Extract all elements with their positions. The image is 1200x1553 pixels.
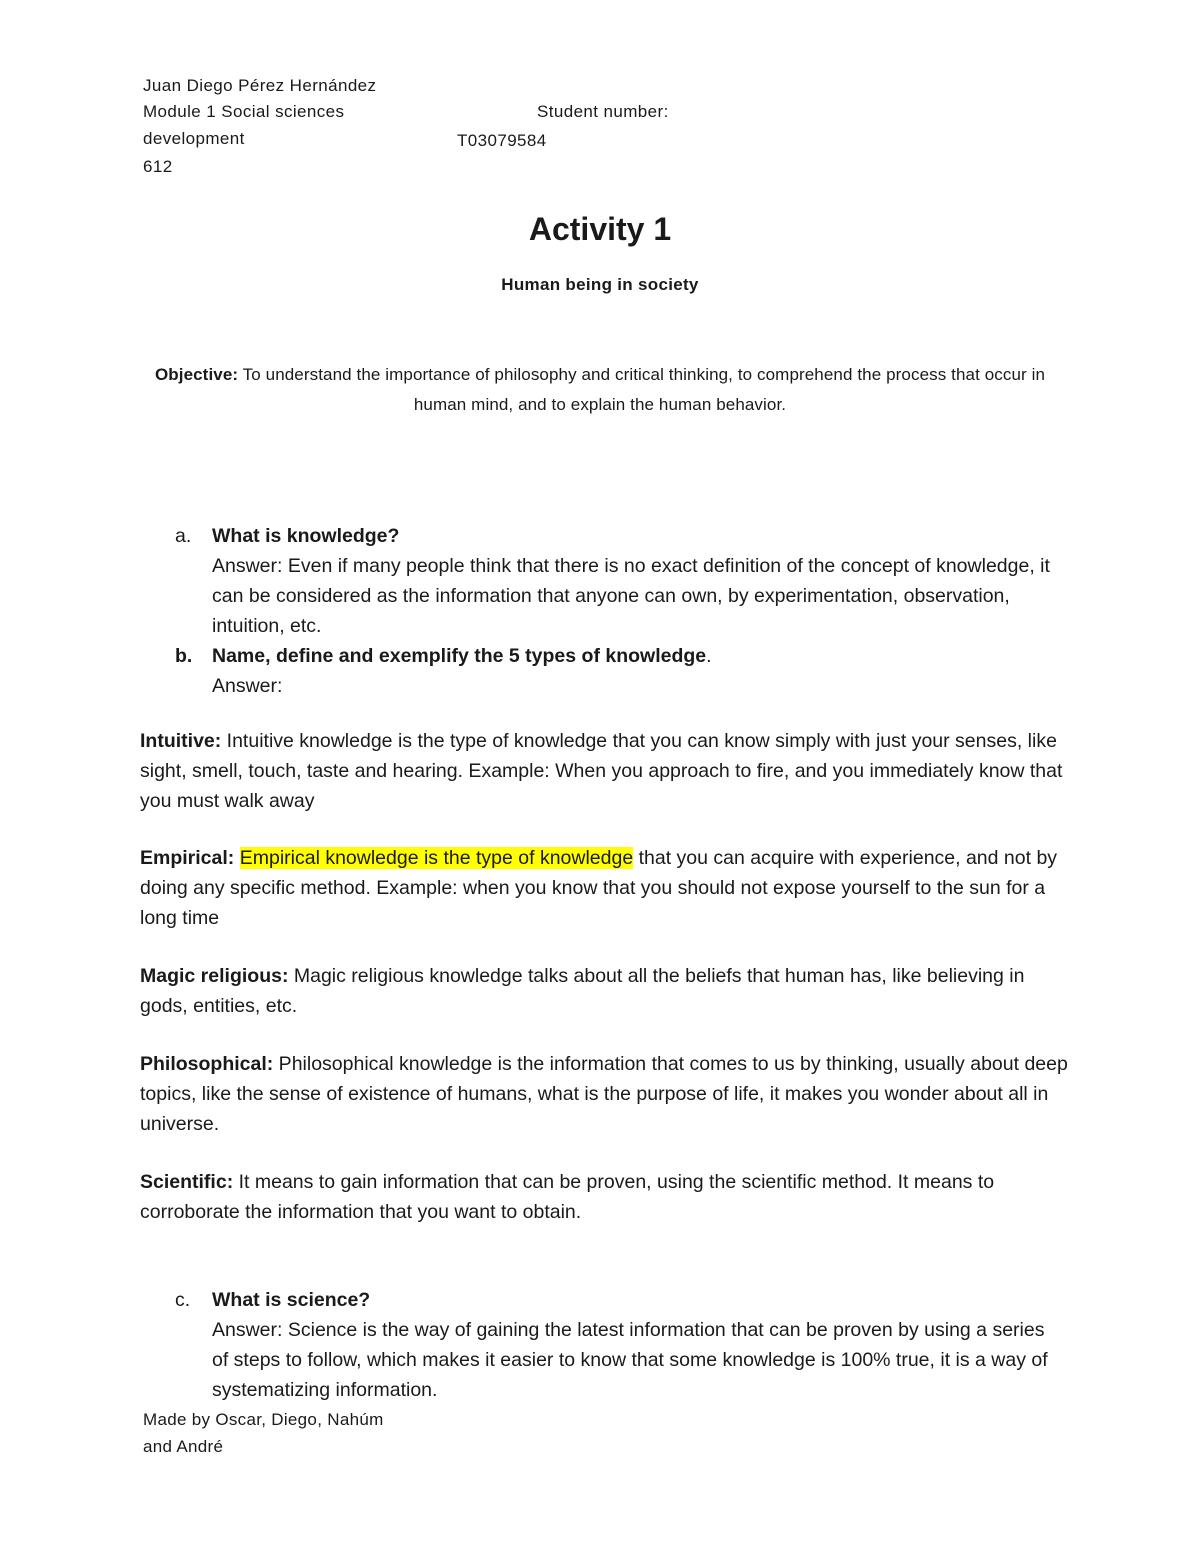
student-number-label: Student number: bbox=[537, 102, 669, 121]
knowledge-label: Scientific: bbox=[140, 1171, 234, 1193]
answer-text: Answer: bbox=[212, 675, 283, 697]
footer-credits bbox=[143, 1406, 384, 1460]
module-line-1: Module 1 Social sciences bbox=[143, 102, 345, 121]
knowledge-label: Intuitive: bbox=[140, 730, 222, 752]
highlighted-text: Empirical knowledge is the type of knowledge bbox=[239, 847, 634, 869]
question-list-ab bbox=[140, 521, 1060, 701]
knowledge-empirical bbox=[140, 843, 1075, 933]
knowledge-text: It means to gain information that can be proven, using the scientific method. It means to corroborate the information that you want to obtain. bbox=[140, 1171, 995, 1223]
page-subtitle: Human being in society bbox=[501, 275, 699, 294]
knowledge-label: Philosophical: bbox=[140, 1053, 274, 1075]
footer-line-2: and André bbox=[143, 1437, 224, 1456]
knowledge-text: Magic religious knowledge talks about all the beliefs that human has, like believing in gods, entities, etc. bbox=[140, 965, 1025, 1017]
question-marker: c. bbox=[175, 1289, 191, 1311]
question-text: What is science? bbox=[212, 1289, 371, 1311]
question-list-c bbox=[140, 1285, 1060, 1405]
objective-label: Objective: bbox=[154, 365, 239, 384]
knowledge-text: Intuitive knowledge is the type of knowledge that you can know simply with just your senses, like sight, smell, touch, taste and hearing. Example: When you approach to fire, and you immediately know that you must walk away bbox=[140, 730, 1063, 812]
author-name: Juan Diego Pérez Hernández bbox=[143, 76, 377, 95]
knowledge-label: Empirical: bbox=[140, 847, 235, 869]
knowledge-text: that you can acquire with experience, and not by doing any specific method. Example: when you know that you should not expose yourself to the sun for a long time bbox=[140, 847, 1058, 929]
knowledge-text: Philosophical knowledge is the information that comes to us by thinking, usually about deep topics, like the sense of existence of humans, what is the purpose of life, it makes you wonder about all in universe. bbox=[140, 1053, 1068, 1135]
page-title: Activity 1 bbox=[528, 211, 672, 247]
student-number-value: T03079584 bbox=[457, 131, 547, 150]
objective-text: To understand the importance of philosophy and critical thinking, to comprehend the process that occur in human mind, and to explain the human behavior. bbox=[238, 365, 1046, 414]
answer-text: Answer: Even if many people think that there is no exact definition of the concept of knowledge, it can be considered as the information that anyone can own, by experimentation, observation, intuition, etc. bbox=[212, 555, 1050, 637]
question-b bbox=[140, 641, 1060, 701]
question-marker: a. bbox=[175, 525, 192, 547]
knowledge-philosophical bbox=[140, 1049, 1075, 1139]
question-tail: . bbox=[706, 645, 712, 667]
question-text: Name, define and exemplify the 5 types of knowledge bbox=[212, 645, 707, 667]
knowledge-scientific bbox=[140, 1167, 1075, 1227]
answer-text: Answer: Science is the way of gaining the latest information that can be proven by using a series of steps to follow, which makes it easier to know that some knowledge is 100% true, it is a way of systematizing information. bbox=[212, 1319, 1048, 1401]
question-c bbox=[140, 1285, 1060, 1405]
knowledge-magic-religious bbox=[140, 961, 1075, 1021]
question-marker: b. bbox=[175, 645, 193, 667]
module-line-2: development bbox=[143, 129, 245, 148]
group-number: 612 bbox=[143, 157, 173, 176]
footer-line-1: Made by Oscar, Diego, Nahúm bbox=[143, 1410, 384, 1429]
knowledge-label: Magic religious: bbox=[140, 965, 289, 987]
question-a bbox=[140, 521, 1060, 641]
question-text: What is knowledge? bbox=[212, 525, 400, 547]
objective bbox=[140, 360, 1060, 420]
knowledge-intuitive bbox=[140, 726, 1075, 816]
